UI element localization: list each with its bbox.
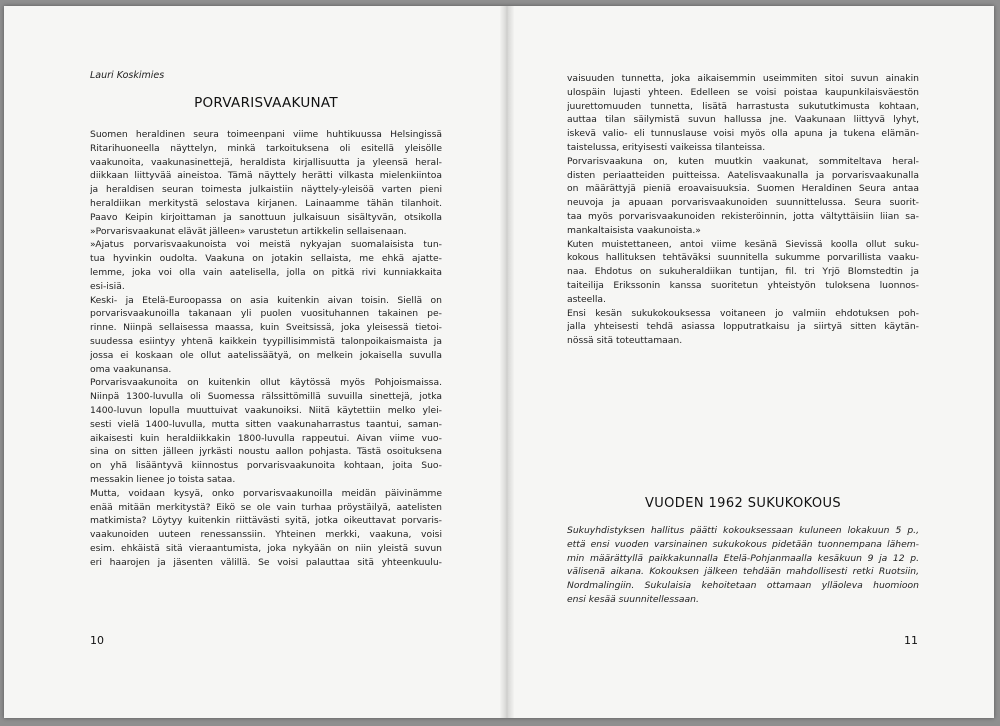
text-line: Paavo Keipin kirjoittaman ja sanottuun julkaisuun sisältyvän, otsikolla [90, 211, 442, 223]
article-title: PORVARISVAAKUNAT [194, 95, 338, 111]
text-line: Porvarisvaakuna on, kuten muutkin vaakunat, sommiteltava heral- [567, 155, 919, 167]
text-line: jossa ei koskaan ole ollut aatelissäätyä, on melkein jokaisella suvulla [90, 349, 442, 361]
italic-text-line: välisenä aikana. Kokouksen jälkeen tehdään mahdollisesti retki Ruotsiin, [567, 566, 919, 578]
text-line: esim. ehkäistä sitä vieraantumista, joka nykyään on niin yleistä suvun [90, 542, 442, 554]
text-line: vaisuuden tunnetta, joka aikaisemmin useimmiten sitoi suvun ainakin [567, 73, 919, 84]
text-line: Ritarihuoneella näyttelyn, minkä tarkoituksena oli esitellä yleisölle [90, 142, 442, 154]
text-line: vaakunoita, vaakunasinettejä, heraldista kirjallisuutta ja yleensä heral- [90, 156, 442, 168]
text-line: jalla yhteisesti tehdä asiassa lopputratkaisu ja siirtyä sitten käytän- [567, 321, 919, 333]
italic-text-line: Nordmalingiin. Sukulaisia kehoitetaan ottamaan ylläoleva huomioon [567, 580, 919, 592]
book-spread [4, 6, 994, 718]
text-line: mankaltaisista vaakunoista.» [567, 224, 701, 236]
announcement-body [567, 524, 919, 607]
section-title: VUODEN 1962 SUKUKOKOUS [644, 496, 842, 511]
article-body-continued [567, 72, 919, 348]
text-line: Mutta, voidaan kysyä, onko porvarisvaakunoilla meidän päivinämme [90, 487, 442, 499]
text-line: heraldiikan merkitystä selostava kirjanen. Lainaamme tähän tilanhoit. [90, 197, 442, 209]
text-line: ulospäin lujasti yhteen. Edelleen se voisi poistaa kaupunkilaisväestön [567, 86, 919, 98]
text-line: Keski- ja Etelä-Euroopassa on asia kuitenkin aivan toisin. Siellä on [90, 294, 442, 306]
text-line: taiteilija Erikssonin kanssa suoritetun yhteistyön tuloksena luonnos- [567, 279, 919, 291]
text-line: aikaisesti kuin heraldiikkakin 1800-luvulla rappeutui. Aivan viime vuo- [90, 432, 442, 444]
text-line: esi-isiä. [90, 280, 125, 292]
text-line: diikkaan liittyvää aineistoa. Tämä näyttely herätti vilkasta mielenkiintoa [90, 170, 442, 182]
text-line: matkimista? Löytyy kuitenkin riittävästi syitä, jotka oikeuttavat porvaris- [90, 515, 442, 527]
text-line: naa. Ehdotus on sukuheraldiikan tuntijan, fil. tri Yrjö Blomstedtin ja [567, 266, 919, 278]
text-line: asteella. [567, 293, 606, 305]
italic-text-line: Sukuyhdistyksen hallitus päätti kokouksessaan kuluneen lokakuun 5 p., [567, 525, 919, 536]
page-number-right: 11 [904, 634, 918, 647]
text-line: sina on sitten jälleen jyrkästi noustu aallon pohjasta. Tästä osoituksena [90, 446, 442, 458]
text-line: eri haarojen ja jäsenten välillä. Se voisi palauttaa sitä yhteenkuulu- [90, 556, 442, 568]
text-line: nössä sitä toteuttamaan. [567, 335, 683, 347]
italic-text-line: min määrättyllä paikkakunnalla Etelä-Pohjanmaalla kesäkuun 9 ja 12 p. [567, 552, 919, 564]
italic-text-line: että ensi vuoden varsinainen sukukokous pidetään tuonnempana lähem- [567, 538, 919, 550]
text-line: iskevä valio- eli tunnuslause voisi myös olla apuna ja tukena elämän- [567, 128, 919, 140]
text-line: suudessa esiintyy yhtenä kaikkein tyypillisimmistä talonpoikaismaista ja [90, 335, 442, 347]
text-line: taistelussa, erityisesti vaikeissa tilanteissa. [567, 141, 766, 153]
text-line: taa myös porvarisvaakunoiden rekisteröinnin, jotta vältyttäisiin liian sa- [567, 210, 919, 222]
book-gutter [500, 6, 514, 718]
text-line: Ensi kesän sukukokouksessa voitaneen jo valmiin ehdotuksen poh- [567, 307, 919, 319]
text-line: porvarisvaakunoilla takanaan yli puolen vuosituhannen takainen pe- [90, 308, 442, 320]
text-line: Porvarisvaakunoita on kuitenkin ollut käytössä myös Pohjoismaissa. [90, 377, 442, 389]
text-line: vaakunoiden uuteen renessanssiin. Yhteinen merkki, vaakuna, voisi [90, 529, 442, 541]
italic-text-line: ensi kesää suunnitellessaan. [567, 593, 699, 605]
left-page [4, 6, 500, 718]
article-body [90, 128, 442, 570]
text-line: 1400-luvun lopulla muuttuivat vaakunoiksi. Niitä käytettiin melko ylei- [90, 404, 442, 416]
text-line: on yhä lisääntyvä kiinnostus porvarisvaakunoita kohtaan, joita Suo- [90, 460, 442, 472]
text-line: juurettomuuden tunnetta, lisätä harrastusta sukututkimusta kohtaan, [567, 100, 919, 112]
text-line: Suomen heraldinen seura toimeenpani viime huhtikuussa Helsingissä [90, 129, 442, 140]
text-line: oma vaakunansa. [90, 363, 172, 375]
text-line: auttaa tilan säilymistä suvun hallussa jne. Vaakunaan liittyvä lyhyt, [567, 114, 919, 126]
text-line: on määrättyjä pieniä eroavaisuuksia. Suomen Heraldinen Seura antaa [567, 183, 919, 195]
text-line: kokous hallituksen tehtäväksi suunnitella sukumme porvarillista vaaku- [567, 252, 919, 264]
text-line: lemme, joka voi olla vain aatelisella, jolla on pitkä rivi kunniakkaita [90, 266, 442, 278]
text-line: enää mitään merkitystä? Eikö se ole vain turhaa pröystäilyä, aatelisten [90, 501, 442, 513]
page-number-left: 10 [90, 634, 104, 647]
text-line: »Porvarisvaakunat elävät jälleen» varustetun artikkelin sellaisenaan. [90, 225, 407, 237]
text-line: rinne. Niinpä sellaisessa maassa, kuin Sveitsissä, joka yleisessä tietoi- [90, 322, 442, 334]
text-line: disten periaatteiden puitteissa. Aatelisvaakunalla ja porvarisvaakunalla [567, 169, 919, 181]
text-line: neuvoja ja apuaan porvarisvaakunoiden suunnittelussa. Seura suorit- [567, 197, 919, 209]
author-name: Lauri Koskimies [90, 70, 165, 81]
text-line: Kuten muistettaneen, antoi viime kesänä Sievissä koolla ollut suku- [567, 238, 919, 250]
text-line: ja heraldisen seuran toimesta julkaistiin näyttely-yleisöä varten pieni [90, 184, 442, 196]
text-line: messakin lienee jo toista sataa. [90, 473, 236, 485]
text-line: »Ajatus porvarisvaakunoista voi meistä nykyajan suomalaisista tun- [90, 239, 442, 251]
text-line: tua hyvinkin oudolta. Vaakuna on jotakin sellaista, me ehkä ajatte- [90, 253, 442, 265]
right-page [514, 6, 994, 718]
text-line: Niinpä 1300-luvulla oli Suomessa rälssittömillä suvuilla sinettejä, jotka [90, 391, 442, 403]
text-line: sesti vielä 1400-luvulla, mutta sitten vaakunaharrastus taantui, saman- [90, 418, 442, 430]
